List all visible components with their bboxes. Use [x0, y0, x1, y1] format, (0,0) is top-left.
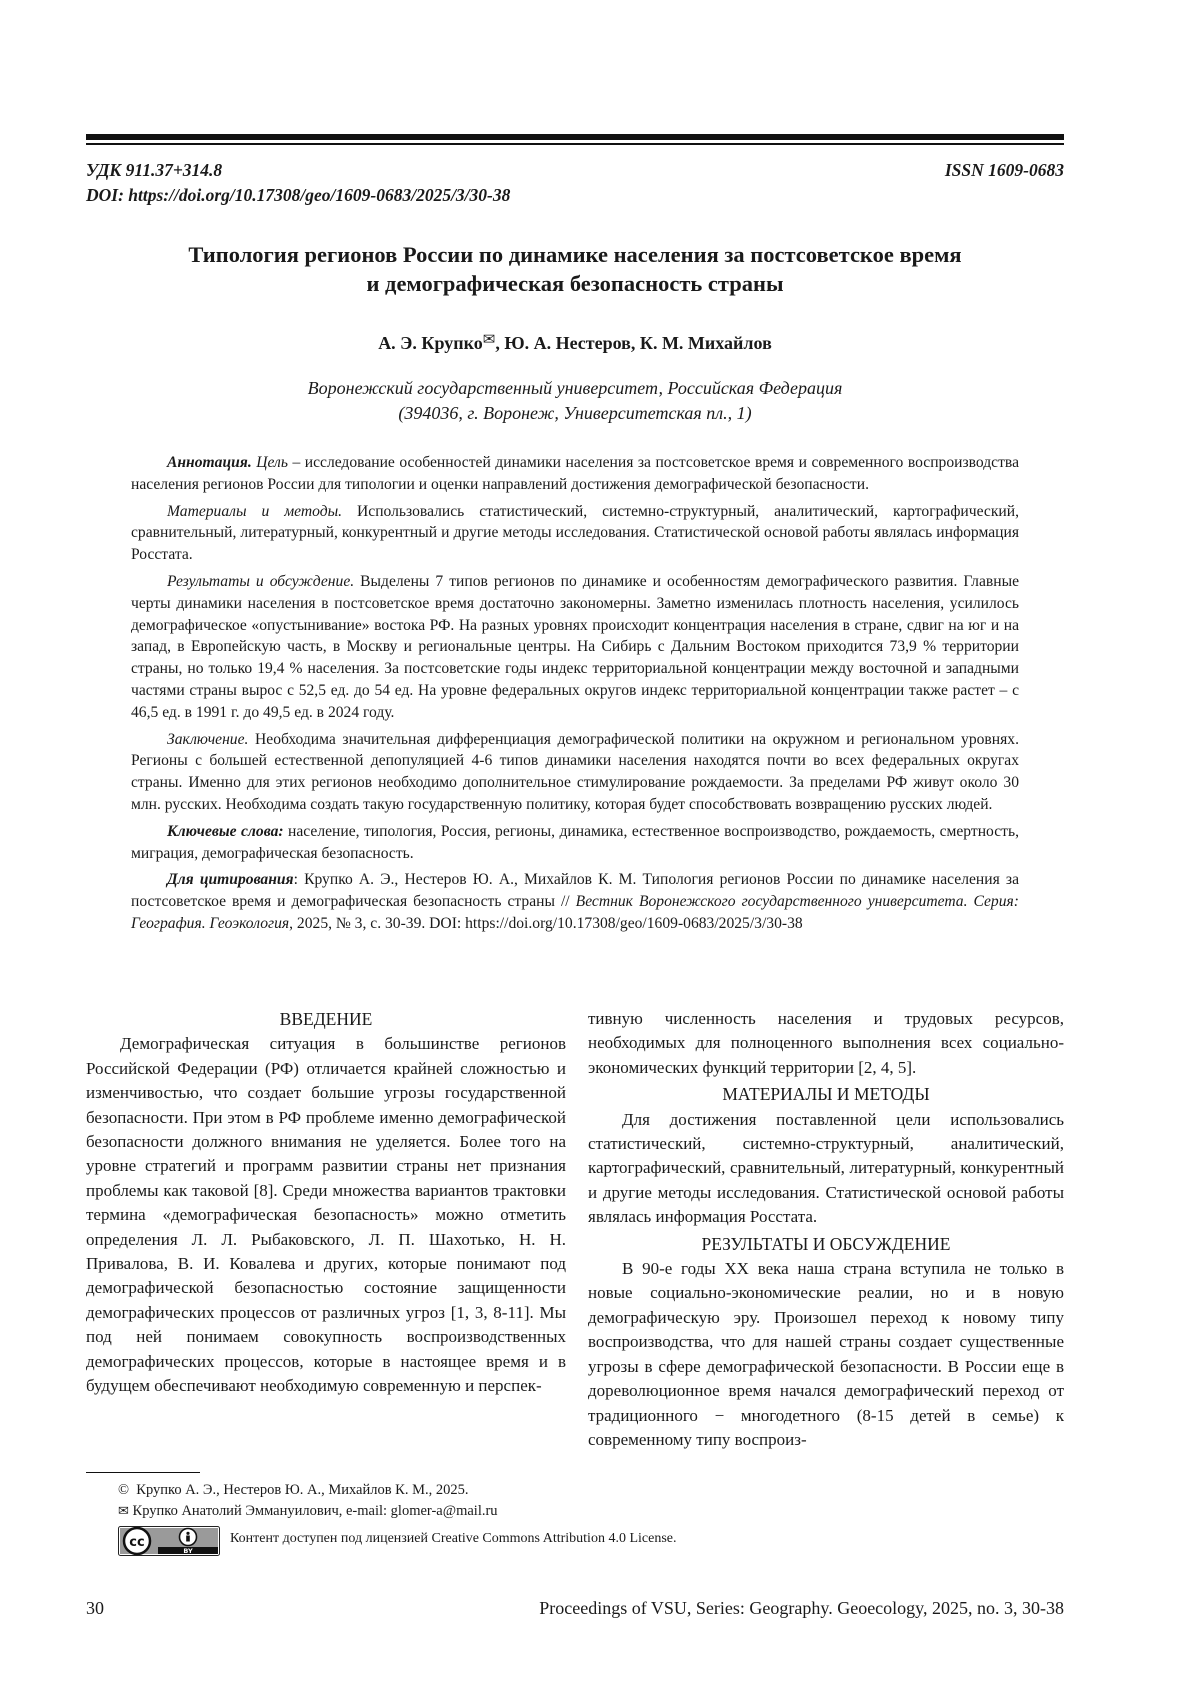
results-paragraph: В 90-е годы XX века наша страна вступила не только в новые социально-экономические реалии, но и в новую демографическую эру. Произошел переход к новому типу воспроизводства, что для нашей страны создает существенные угрозы в сфере демографической безопасности. В России еще в дореволюционное время начался демографический переход от традиционного − многодетного (8-15 детей в семье) к современному типу воспроиз- [588, 1257, 1064, 1452]
title-line-2: и демографическая безопасность страны [86, 269, 1064, 298]
author-rest: , Ю. А. Нестеров, К. М. Михайлов [495, 333, 772, 353]
abstract-methods [131, 501, 1019, 566]
issn: ISSN 1609-0683 [945, 158, 1064, 183]
keywords-label: Ключевые слова: [167, 823, 284, 840]
affiliation-line-2: (394036, г. Воронеж, Университетская пл., 1) [86, 401, 1064, 426]
affiliation [86, 376, 1064, 426]
abstract-keywords [131, 821, 1019, 865]
email-footnote [118, 1501, 498, 1522]
section-heading-results: РЕЗУЛЬТАТЫ И ОБСУЖДЕНИЕ [588, 1232, 1064, 1256]
journal-reference: Proceedings of VSU, Series: Geography. Geoecology, 2025, no. 3, 30-38 [539, 1598, 1064, 1619]
keywords-text: население, типология, Россия, регионы, динамика, естественное воспроизводство, рождаемость, смертность, миграция, демографическая безопасность. [131, 823, 1019, 862]
methods-text: Использовались статистический, системно-структурный, аналитический, картографический, сравнительный, литературный, конкурентный и другие методы исследования. Статистической основой работы являлась информация Росстата. [131, 503, 1019, 564]
envelope-icon: ✉ [118, 1504, 129, 1519]
goal-label: Цель [256, 454, 288, 471]
results-text: Выделены 7 типов регионов по динамике и особенностям демографического развития. Главные черты динамики населения в постсоветское время достаточно закономерны. Заметно изменилась плотность населения, усилилось демографическое «опустынивание» востока РФ. На разных уровнях происходит концентрация населения в стране, сдвиг на юг и на запад, в Европейскую часть, в Москву и региональные центры. На Сибирь с Дальним Востоком приходится 73,9 % территории страны, но только 19,4 % населения. За постсоветские годы индекс территориальной концентрации между восточной и западными частями страны вырос с 52,5 ед. до 54 ед. На уровне федеральных округов индекс территориальной концентрации также растет – с 46,5 ед. в 1991 г. до 49,5 ед. в 2024 году. [131, 573, 1019, 721]
conclusion-text: Необходима значительная дифференциация демографической политики на окружном и региональном уровнях. Регионы с большей естественной депопуляцией 4-6 типов динамики населения находятся почти во всех федеральных округах страны. Именно для этих регионов необходимо дополнительное стимулирование рождаемости. За пределами РФ живут около 30 млн. русских. Необходима создать такую государственную политику, которая будет способствовать возвращению русских людей. [131, 731, 1019, 813]
header-rule-thick [86, 134, 1064, 140]
header-rule-thin [86, 143, 1064, 145]
methods-label: Материалы и методы. [167, 503, 342, 520]
cc-by-badge-icon[interactable] [118, 1526, 220, 1556]
section-heading-methods: МАТЕРИАЛЫ И МЕТОДЫ [588, 1082, 1064, 1106]
citation-journal: Вестник Воронежского государственного университета. Серия: География. Геоэкология [131, 893, 1019, 932]
copyright-footnote [118, 1480, 469, 1500]
abstract-results [131, 571, 1019, 724]
abstract-block [131, 452, 1019, 940]
methods-paragraph: Для достижения поставленной цели использовались статистический, системно-структурный, аналитический, картографический, сравнительный, литературный, конкурентный и другие методы исследования. Статистической основой работы являлась информация Росстата. [588, 1108, 1064, 1230]
conclusion-label: Заключение. [167, 731, 248, 748]
author-first: А. Э. Крупко [378, 333, 483, 353]
title-line-1: Типология регионов России по динамике населения за постсоветское время [86, 240, 1064, 269]
goal-text: – исследование особенностей динамики населения за постсоветское время и современного воспроизводства населения регионов России для типологии и оценки направлений достижения демографической безопасности. [131, 454, 1019, 493]
citation-text: : Крупко А. Э., Нестеров Ю. А., Михайлов К. М. Типология регионов России по динамике населения за постсоветское время и демографическая безопасность страны // [131, 871, 1019, 910]
affiliation-line-1: Воронежский государственный университет, Российская Федерация [86, 376, 1064, 401]
citation-doi[interactable]: , 2025, № 3, с. 30-39. DOI: https://doi.org/10.17308/geo/1609-0683/2025/3/30-38 [289, 915, 803, 932]
page-number: 30 [86, 1598, 104, 1619]
abstract-citation [131, 869, 1019, 934]
license-text[interactable]: Контент доступен под лицензией Creative Commons Attribution 4.0 License. [230, 1531, 676, 1547]
section-heading-intro: ВВЕДЕНИЕ [86, 1007, 566, 1031]
body-column-right [588, 1007, 1064, 1452]
email-text[interactable]: Крупко Анатолий Эммануилович, e-mail: glomer-a@mail.ru [133, 1503, 498, 1519]
doi-line[interactable]: DOI: https://doi.org/10.17308/geo/1609-0683/2025/3/30-38 [86, 183, 510, 208]
citation-label: Для цитирования [167, 871, 294, 888]
header-meta [86, 158, 510, 208]
intro-paragraph: Демографическая ситуация в большинстве регионов Российской Федерации (РФ) отличается крайней сложностью и изменчивостью, что создает большие угрозы государственной безопасности. При этом в РФ проблеме именно демографической безопасности должного внимания не уделяется. Более того на уровне стратегий и программ развитии страны нет признания проблемы как таковой [8]. Среди множества вариантов трактовки термина «демографическая безопасность» можно отметить определения Л. Л. Рыбаковского, Л. П. Шахотько, Н. Н. Привалова, В. И. Ковалева и других, которые понимают под демографической безопасностью состояние защищенности демографических процессов от различных угроз [1, 3, 8-11]. Мы под ней понимаем совокупность воспроизводственных демографических процессов, которые в настоящее время и в будущем обеспечивают необходимую современную и перспек- [86, 1032, 566, 1398]
svg-text:cc: cc [129, 1535, 144, 1550]
abstract-conclusion [131, 729, 1019, 816]
results-label: Результаты и обсуждение. [167, 573, 354, 590]
abstract-label: Аннотация. [167, 454, 252, 471]
cc-badge-label: BY [183, 1547, 193, 1555]
author-list [86, 330, 1064, 354]
copyright-icon: © [118, 1482, 129, 1498]
abstract-goal [131, 452, 1019, 496]
udk-code: УДК 911.37+314.8 [86, 158, 510, 183]
article-title [86, 240, 1064, 298]
copyright-text: Крупко А. Э., Нестеров Ю. А., Михайлов К. М., 2025. [136, 1482, 468, 1498]
envelope-icon: ✉ [483, 330, 496, 348]
body-column-left [86, 1007, 566, 1399]
intro-paragraph-continued: тивную численность населения и трудовых ресурсов, необходимых для полноценного выполнения всех социально-экономических функций территории [2, 4, 5]. [588, 1007, 1064, 1080]
footnote-rule [86, 1472, 200, 1473]
